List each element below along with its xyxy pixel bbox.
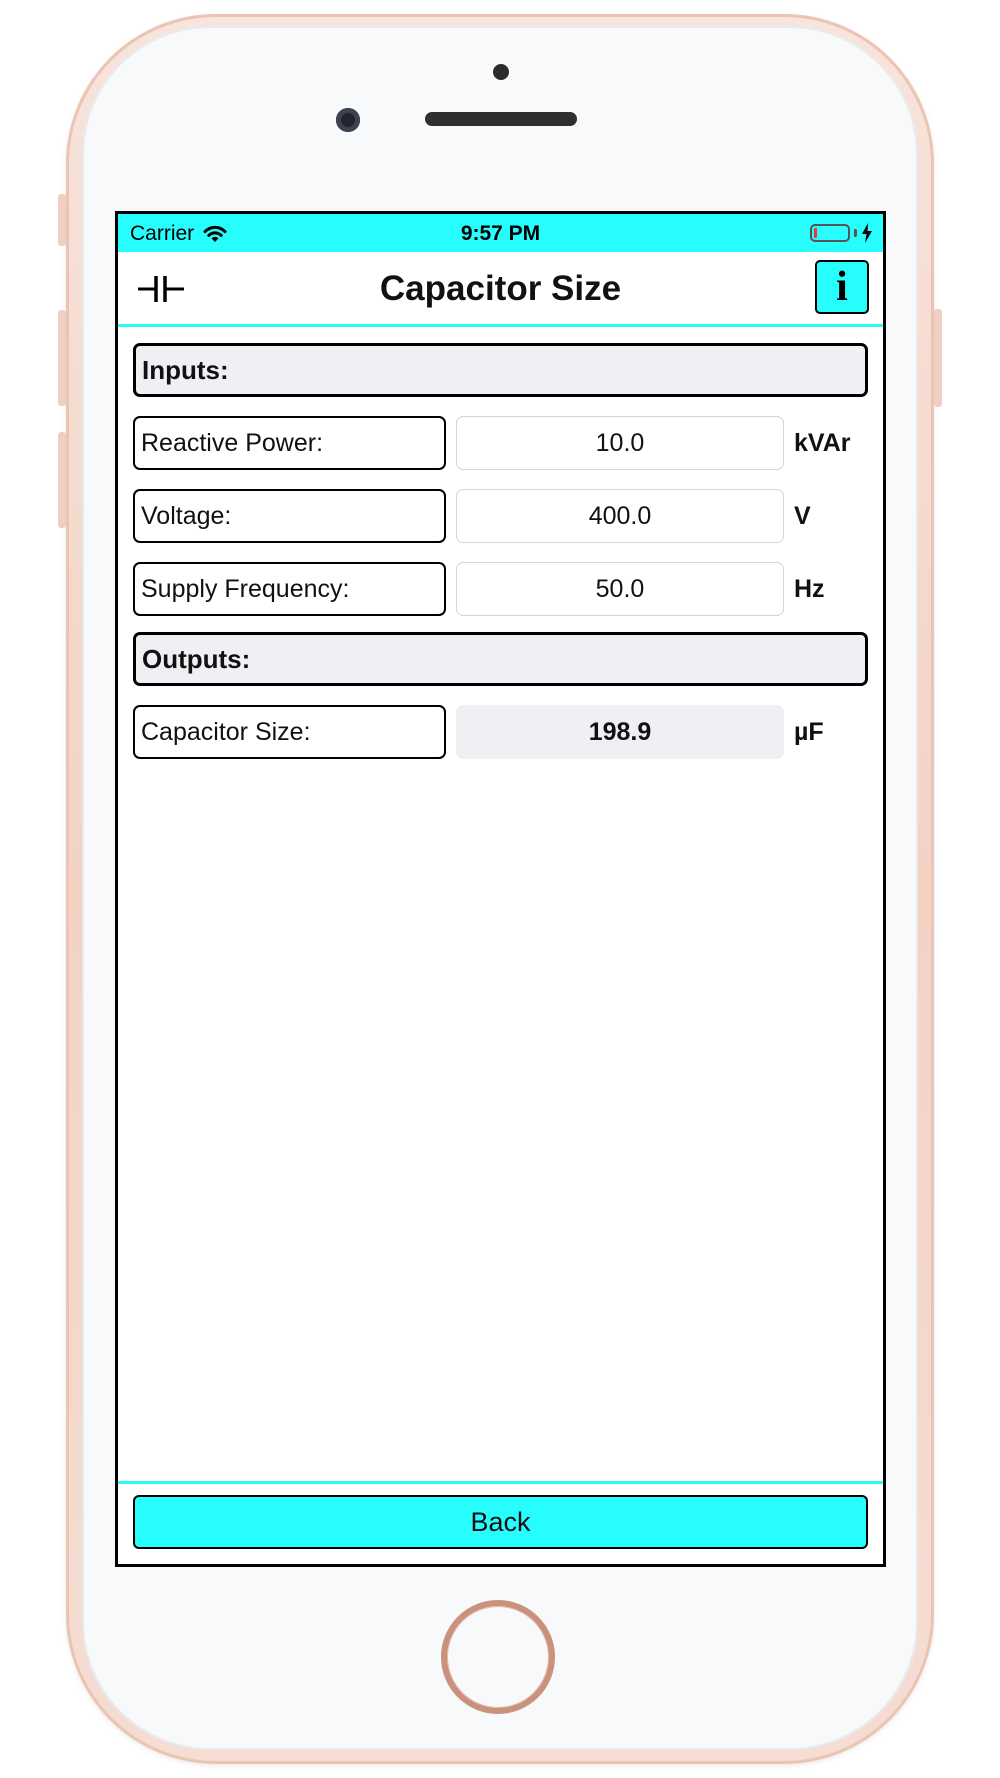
page-title: Capacitor Size: [379, 269, 622, 308]
voltage-unit: V: [794, 501, 811, 530]
back-button[interactable]: Back: [133, 1495, 868, 1549]
info-button[interactable]: [815, 260, 869, 314]
navigation-bar: [118, 252, 883, 327]
voltage-label: Voltage:: [133, 489, 446, 543]
home-button[interactable]: [441, 1600, 555, 1714]
reactive-power-unit: kVAr: [794, 428, 851, 457]
capacitor-size-label: Capacitor Size:: [133, 705, 446, 759]
status-bar: [118, 214, 883, 252]
battery-icon: [810, 224, 850, 242]
capacitor-size-output: 198.9: [456, 705, 784, 759]
proximity-sensor: [493, 64, 509, 80]
input-row-supply-frequency: [133, 562, 868, 616]
supply-frequency-input[interactable]: 50.0: [456, 562, 784, 616]
supply-frequency-unit: Hz: [794, 574, 825, 603]
input-row-reactive-power: [133, 416, 868, 470]
reactive-power-input[interactable]: 10.0: [456, 416, 784, 470]
status-right: [810, 223, 873, 243]
status-time: 9:57 PM: [460, 222, 541, 245]
reactive-power-label: Reactive Power:: [133, 416, 446, 470]
capacitor-size-unit: µF: [794, 717, 824, 746]
volume-down-button: [58, 432, 66, 528]
supply-frequency-label: Supply Frequency:: [133, 562, 446, 616]
mute-switch: [58, 194, 66, 246]
carrier-label: Carrier: [130, 222, 195, 245]
charging-bolt-icon: [861, 223, 873, 243]
battery-cap: [854, 229, 857, 237]
bottom-toolbar: [118, 1481, 883, 1564]
power-button: [934, 309, 942, 407]
calculator-form: [118, 343, 883, 759]
voltage-input[interactable]: 400.0: [456, 489, 784, 543]
inputs-section-header: Inputs:: [133, 343, 868, 397]
output-row-capacitor-size: [133, 705, 868, 759]
volume-up-button: [58, 310, 66, 406]
app-screen: [115, 211, 886, 1567]
input-row-voltage: [133, 489, 868, 543]
info-icon: i: [836, 264, 848, 310]
battery-level-fill: [814, 228, 817, 238]
front-camera: [336, 108, 360, 132]
earpiece-speaker: [425, 112, 577, 126]
outputs-section-header: Outputs:: [133, 632, 868, 686]
